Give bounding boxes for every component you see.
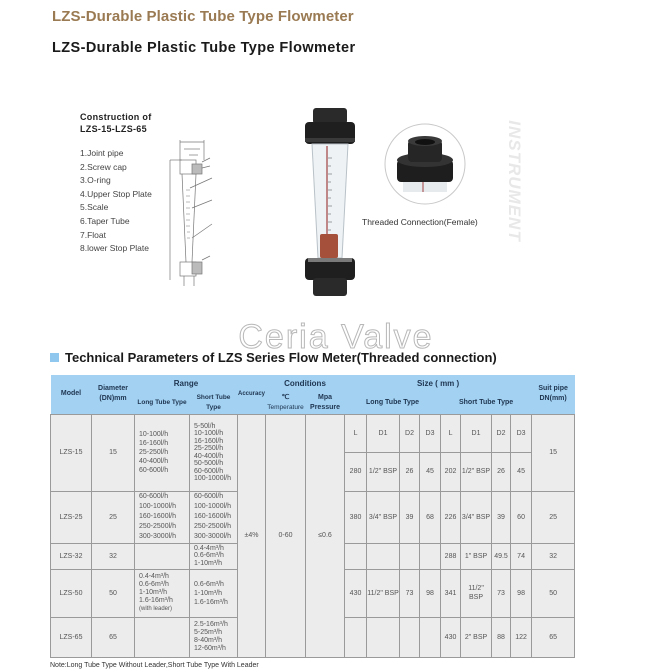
- subheader-D1: D1: [367, 414, 400, 452]
- cell-short-L: 430: [441, 617, 461, 657]
- cell-short-D2: 49.5: [492, 543, 511, 569]
- cell-suit-pipe: 32: [532, 543, 575, 569]
- header-size-short: Short Tube Type: [441, 393, 532, 414]
- header-temperature: [266, 393, 306, 414]
- cell-long-L: [345, 543, 367, 569]
- section-title: Technical Parameters of LZS Series Flow Meter(Threaded connection): [65, 350, 497, 365]
- cell-short-D3: 45: [511, 452, 532, 491]
- cell-suit-pipe: 65: [532, 617, 575, 657]
- cell-range-short: 60-600l/h 100-1000l/h 160-1600l/h 250-2500l/h 300-3000l/h: [190, 491, 238, 543]
- cell-long-D1: 3/4" BSP: [367, 491, 400, 543]
- part-item: 5.Scale: [80, 202, 109, 213]
- part-item: 3.O-ring: [80, 175, 111, 186]
- cell-long-D2: 39: [400, 491, 420, 543]
- cell-short-D2: 73: [492, 569, 511, 617]
- header-size: Size ( mm ): [345, 375, 532, 393]
- cell-range-long: 0.4-4m³/h 0.6-6m³/h 1-10m³/h 1.6-16m³/h (with leader): [135, 569, 190, 617]
- cell-temperature: 0-60: [266, 414, 306, 657]
- part-item: 1.Joint pipe: [80, 148, 124, 158]
- construction-drawing: [162, 138, 222, 286]
- page-title-brown: LZS-Durable Plastic Tube Type Flowmeter: [52, 8, 354, 25]
- cell-dn: 65: [92, 617, 135, 657]
- instrument-watermark: INSTRUMENT: [505, 120, 524, 242]
- cell-short-D3: 98: [511, 569, 532, 617]
- part-item: 2.Screw cap: [80, 161, 127, 172]
- subheader-D3: D3: [420, 414, 441, 452]
- cell-short-D1: 2" BSP: [461, 617, 492, 657]
- cell-long-L: 430: [345, 569, 367, 617]
- pressure-unit: Mpa: [318, 394, 333, 402]
- part-item: 6.Taper Tube: [80, 215, 130, 226]
- cell-suit-pipe: 25: [532, 491, 575, 543]
- cell-model: LZS-32: [51, 543, 92, 569]
- cell-long-D3: 68: [420, 491, 441, 543]
- cell-short-L: 202: [441, 452, 461, 491]
- part-item: 4.Upper Stop Plate: [80, 188, 152, 199]
- cell-long-D1: 1/2" BSP: [367, 452, 400, 491]
- header-model: Model: [51, 375, 92, 414]
- subheader-L: L: [345, 414, 367, 452]
- header-suit-pipe: Suit pipe DN(mm): [532, 375, 575, 414]
- cell-pressure: ≤0.6: [306, 414, 345, 657]
- cell-long-D1: [367, 617, 400, 657]
- cell-short-D1: 1/2" BSP: [461, 452, 492, 491]
- cell-short-D1: 3/4" BSP: [461, 491, 492, 543]
- cell-range-long: [135, 543, 190, 569]
- cell-long-D2: 26: [400, 452, 420, 491]
- cell-range-short: 0.4-4m³/h 0.6-6m³/h 1-10m³/h: [190, 543, 238, 569]
- cell-model: LZS-65: [51, 617, 92, 657]
- cell-long-D2: [400, 543, 420, 569]
- cell-short-D2: 26: [492, 452, 511, 491]
- cell-range-short: 0.6-6m³/h 1-10m³/h 1.6-16m³/h: [190, 569, 238, 617]
- header-range-short: Short Tube Type: [190, 393, 238, 414]
- subheader-D3: D3: [511, 414, 532, 452]
- brand-watermark: Ceria Valve: [238, 318, 434, 356]
- header-range: Range: [135, 375, 238, 393]
- cell-range-long: 10-100l/h 16-160l/h 25-250l/h 40-400l/h 60-600l/h: [135, 414, 190, 491]
- cell-range-short: 5-50l/h 10-100l/h 16-160l/h 25-250l/h 40-400l/h 50-500l/h 60-600l/h 100-1000l/h: [190, 414, 238, 491]
- cell-short-D1: 1" BSP: [461, 543, 492, 569]
- cell-model: LZS-50: [51, 569, 92, 617]
- section-heading: [50, 350, 497, 365]
- cell-short-D2: 39: [492, 491, 511, 543]
- header-pressure: [306, 393, 345, 414]
- cell-long-D1: 11/2" BSP: [367, 569, 400, 617]
- flowmeter-photo: [300, 108, 360, 298]
- cell-short-L: 288: [441, 543, 461, 569]
- cell-short-D2: 88: [492, 617, 511, 657]
- header-conditions: Conditions: [266, 375, 345, 393]
- subheader-D1: D1: [461, 414, 492, 452]
- cell-short-D1: 11/2" BSP: [461, 569, 492, 617]
- cell-short-D3: 60: [511, 491, 532, 543]
- cell-short-D3: 122: [511, 617, 532, 657]
- cell-short-D3: 74: [511, 543, 532, 569]
- cell-model: LZS-15: [51, 414, 92, 491]
- cell-long-D3: 98: [420, 569, 441, 617]
- header-size-long: Long Tube Type: [345, 393, 441, 414]
- subheader-D2: D2: [492, 414, 511, 452]
- header-accuracy: Accuracy: [238, 375, 266, 414]
- subheader-D2: D2: [400, 414, 420, 452]
- cell-range-long: [135, 617, 190, 657]
- cell-short-L: 226: [441, 491, 461, 543]
- cell-dn: 15: [92, 414, 135, 491]
- cell-long-D3: 45: [420, 452, 441, 491]
- cell-range-short: 2.5-16m³/h 5-25m³/h 8-40m³/h 12-60m³/h: [190, 617, 238, 657]
- parts-list: [80, 147, 152, 256]
- cell-long-L: 380: [345, 491, 367, 543]
- temperature-label: Temperature: [267, 404, 304, 412]
- cell-long-D3: [420, 617, 441, 657]
- cell-dn: 50: [92, 569, 135, 617]
- cell-long-D1: [367, 543, 400, 569]
- construction-title-line1: Construction of: [80, 112, 152, 122]
- construction-title: [80, 111, 152, 135]
- page-title: LZS-Durable Plastic Tube Type Flowmeter: [52, 40, 356, 56]
- temperature-unit: ℃: [281, 394, 290, 402]
- cell-long-D2: [400, 617, 420, 657]
- cell-dn: 32: [92, 543, 135, 569]
- cell-short-L: 341: [441, 569, 461, 617]
- table-note: Note:Long Tube Type Without Leader,Short Tube Type With Leader: [50, 662, 259, 669]
- cell-model: LZS-25: [51, 491, 92, 543]
- header-diameter: Diameter (DN)mm: [92, 375, 135, 414]
- threaded-connection-photo: [383, 122, 467, 206]
- cell-long-L: [345, 617, 367, 657]
- cell-suit-pipe: 50: [532, 569, 575, 617]
- part-item: 7.Float: [80, 229, 106, 240]
- cell-range-long: 60-600l/h 100-1000l/h 160-1600l/h 250-2500l/h 300-3000l/h: [135, 491, 190, 543]
- cell-suit-pipe: 15: [532, 414, 575, 491]
- cell-accuracy: ±4%: [238, 414, 266, 657]
- spec-table: [50, 375, 575, 658]
- subheader-L: L: [441, 414, 461, 452]
- cell-dn: 25: [92, 491, 135, 543]
- header-range-long: Long Tube Type: [135, 393, 190, 414]
- cell-long-L: 280: [345, 452, 367, 491]
- bullet-square-icon: [50, 353, 59, 362]
- cell-long-D3: [420, 543, 441, 569]
- table-row: [51, 414, 575, 452]
- pressure-label: Pressure: [310, 404, 340, 412]
- threaded-connection-caption: Threaded Connection(Female): [362, 217, 478, 227]
- cell-long-D2: 73: [400, 569, 420, 617]
- part-item: 8.lower Stop Plate: [80, 243, 149, 254]
- construction-title-line2: LZS-15-LZS-65: [80, 124, 147, 134]
